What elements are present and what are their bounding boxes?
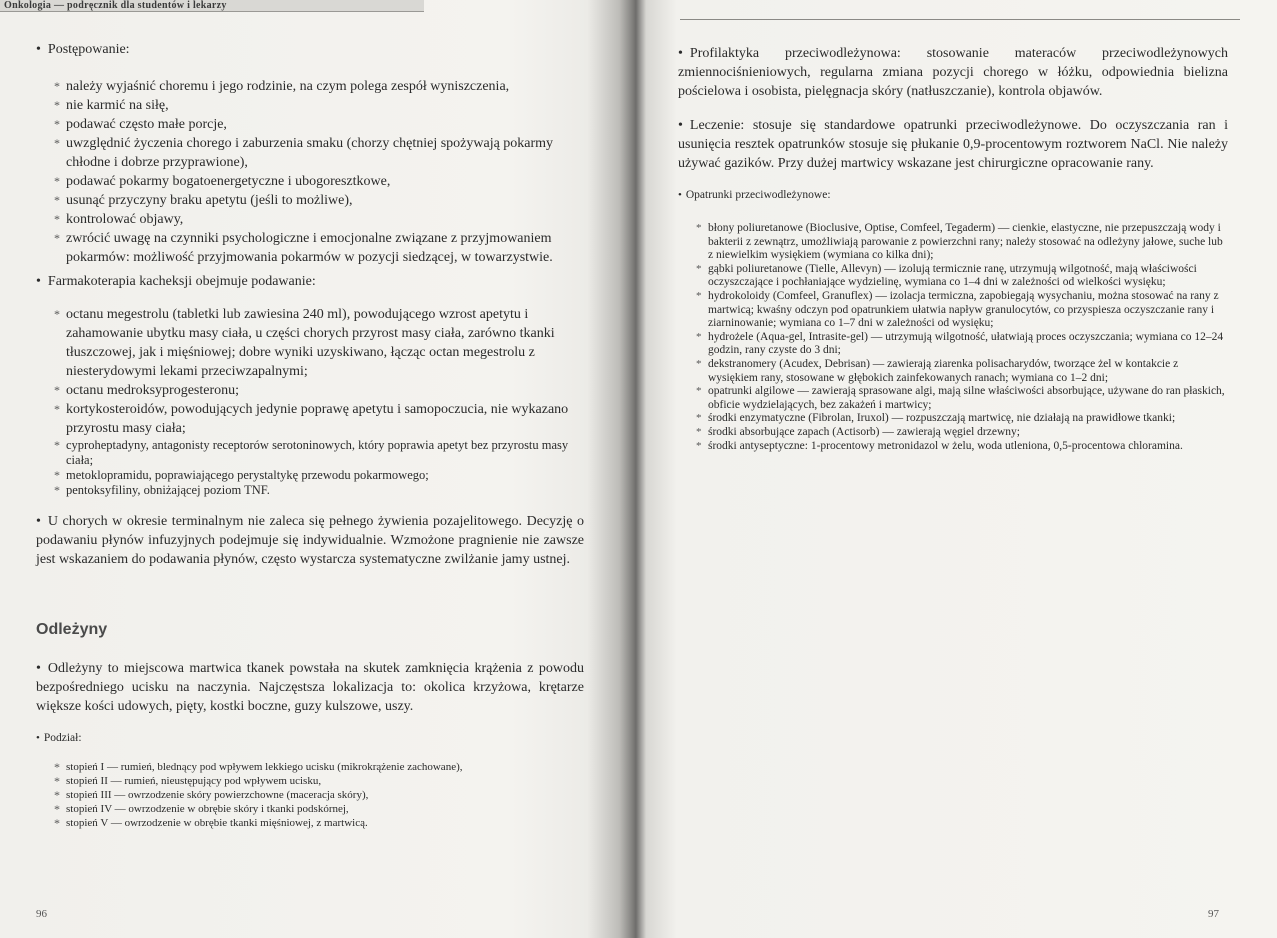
list-item: * środki antyseptyczne: 1-procentowy metronidazol w żelu, woda utleniona, 0,5-procentowa chloramina. (694, 440, 1228, 454)
list-item: * kontrolować objawy, (52, 210, 584, 229)
list-item: * stopień IV — owrzodzenie w obrębie skóry i tkanki podskórnej, (52, 802, 584, 816)
list-item: * octanu megestrolu (tabletki lub zawiesina 240 ml), powodującego wzrost apetytu i zahamowanie ubytku masy ciała, u części chorych przyrost masy ciała, zarówno tkanki tłuszczowej, jak i mięśniowej; dobre wyniki uzyskiwano, łącząc octan megestrolu z niesterydowymi lekami przeciwzapalnymi; (52, 305, 584, 381)
podzial-heading: • Podział: (36, 731, 584, 746)
list-item: * kortykosteroidów, powodujących jedynie poprawę apetytu i samopoczucia, nie wykazano przyrostu masy ciała; (52, 400, 584, 438)
odlezyny-paragraph (36, 659, 584, 716)
left-page (0, 0, 620, 938)
list-item: * stopień I — rumień, blednący pod wpływem lekkiego ucisku (mikrokrążenie zachowane), (52, 760, 584, 774)
list-item: * podawać często małe porcje, (52, 115, 584, 134)
list-item: * usunąć przyczyny braku apetytu (jeśli to możliwe), (52, 191, 584, 210)
list-item: * metoklopramidu, poprawiającego perystaltykę przewodu pokarmowego; (52, 468, 584, 483)
terminal-paragraph (36, 512, 584, 569)
farmakoterapia-heading: • Farmakoterapia kacheksji obejmuje podawanie: (36, 272, 584, 291)
list-item: * zwrócić uwagę na czynniki psychologiczne i emocjonalne związane z przyjmowaniem pokarmów: możliwość przyjmowania pokarmów w pozycji siedzącej, w towarzystwie. (52, 229, 584, 267)
list-item: * błony poliuretanowe (Bioclusive, Optise, Comfeel, Tegaderm) — cienkie, elastyczne, nie przepuszczają wody i bakterii z zewnątrz, umożliwiają parowanie z powierzchni rany; należy stosować na odleżyny jałowe, suche lub z niewielkim wysiękiem (wymiana co kilka dni); (694, 222, 1228, 263)
profilaktyka-text: Profilaktyka przeciwodleżynowa: stosowanie materaców przeciwodleżynowych zmiennociśnieniowych, regularna zmiana pozycji chorego w łóżku, odpowiednia bielizna pościelowa i osobista, pielęgnacja skóry (natłuszczanie), kontrola objawów. (678, 46, 1228, 99)
list-item: * stopień II — rumień, nieustępujący pod wpływem ucisku, (52, 774, 584, 788)
section-title: Odleżyny (36, 621, 108, 638)
right-page (636, 0, 1277, 938)
farmakoterapia-list-small (52, 438, 584, 498)
list-item: * stopień V — owrzodzenie w obrębie tkanki mięśniowej, z martwicą. (52, 816, 584, 830)
list-item: * uwzględnić życzenia chorego i zaburzenia smaku (chorzy chętniej spożywają pokarmy chłodne i dobrze przyprawione), (52, 134, 584, 172)
opatrunki-list (694, 222, 1228, 453)
terminal-paragraph-text: U chorych w okresie terminalnym nie zaleca się pełnego żywienia pozajelitowego. Decyzję o podawaniu płynów infuzyjnych podejmuje się indywidualnie. Wzmożone pragnienie nie zawsze jest wskazaniem do podawania płynów, często wystarcza systematyczne zwilżanie jamy ustnej. (36, 514, 584, 567)
list-item: * cyproheptadyny, antagonisty receptorów serotoninowych, który poprawia apetyt bez przyrostu masy ciała; (52, 438, 584, 468)
list-item: * należy wyjaśnić choremu i jego rodzinie, na czym polega zespół wyniszczenia, (52, 77, 584, 96)
list-item: * nie karmić na siłę, (52, 96, 584, 115)
list-item: * środki enzymatyczne (Fibrolan, Iruxol) — rozpuszczają martwicę, nie działają na prawidłowe tkanki; (694, 412, 1228, 426)
header-rule (680, 19, 1240, 20)
leczenie-paragraph (678, 116, 1228, 173)
list-item: * środki absorbujące zapach (Actisorb) — zawierają węgiel drzewny; (694, 426, 1228, 440)
list-item: * octanu medroksyprogesteronu; (52, 381, 584, 400)
list-item: * gąbki poliuretanowe (Tielle, Allevyn) — izolują termicznie ranę, utrzymują wilgotność, mają właściwości oczyszczające i pochłaniające wydzielinę, wymiana co 1–4 dni w zależności od wielkości wysięku; (694, 263, 1228, 290)
opatrunki-heading: • Opatrunki przeciwodleżynowe: (678, 188, 1228, 203)
list-item: * opatrunki algilowe — zawierają sprasowane algi, mają silne właściwości absorbujące, używane do ran płaskich, obficie wydzielających, bez zakażeń i martwicy; (694, 385, 1228, 412)
leczenie-text: Leczenie: stosuje się standardowe opatrunki przeciwodleżynowe. Do oczyszczania ran i usunięcia resztek opatrunków stosuje się płukanie 0,9-procentowym roztworem NaCl. Nie należy używać gazików. Przy dużej martwicy wskazane jest chirurgiczne opracowanie rany. (678, 118, 1228, 171)
page-number: 96 (36, 908, 47, 920)
odlezyny-paragraph-text: Odleżyny to miejscowa martwica tkanek powstała na skutek zamknięcia krążenia z powodu bezpośredniego ucisku na naczynia. Najczęstsza lokalizacja to: okolica krzyżowa, krętarze większe kości udowych, pięty, kostki boczne, guzy kulszowe, uszy. (36, 661, 584, 714)
list-item: * pentoksyfiliny, obniżającej poziom TNF. (52, 483, 584, 498)
profilaktyka-paragraph (678, 44, 1228, 101)
running-head: Onkologia — podręcznik dla studentów i lekarzy (0, 0, 424, 12)
list-item: * dekstranomery (Acudex, Debrisan) — zawierają ziarenka polisacharydów, tworzące żel w kontakcie z wysiękiem rany, stosowane w głębokich zainfekowanych ranach; wymiana co 1–2 dni; (694, 358, 1228, 385)
list-item: * podawać pokarmy bogatoenergetyczne i ubogoresztkowe, (52, 172, 584, 191)
list-item: * hydrożele (Aqua-gel, Intrasite-gel) — utrzymują wilgotność, ułatwiają proces oczyszczania; wymiana co 12–24 godzin, rany czyste do 3 dni; (694, 331, 1228, 358)
farmakoterapia-section (36, 272, 584, 498)
postepowanie-heading: • Postępowanie: (36, 40, 584, 59)
postepowanie-section (36, 40, 584, 267)
postepowanie-list (52, 77, 584, 267)
page-number: 97 (1208, 908, 1219, 920)
farmakoterapia-list (52, 305, 584, 438)
podzial-list (52, 760, 584, 830)
list-item: * hydrokoloidy (Comfeel, Granuflex) — izolacja termiczna, zapobiegają wysychaniu, można stosować na rany z martwicą; kwaśny odczyn pod opatrunkiem ułatwia napływ granulocytów, co przyspiesza oczyszczanie rany i ziarninowanie; wymiana co 1–7 dni w zależności od wysięku; (694, 290, 1228, 331)
opatrunki-section (678, 188, 1228, 453)
list-item: * stopień III — owrzodzenie skóry powierzchowne (maceracja skóry), (52, 788, 584, 802)
podzial-section (36, 731, 584, 830)
